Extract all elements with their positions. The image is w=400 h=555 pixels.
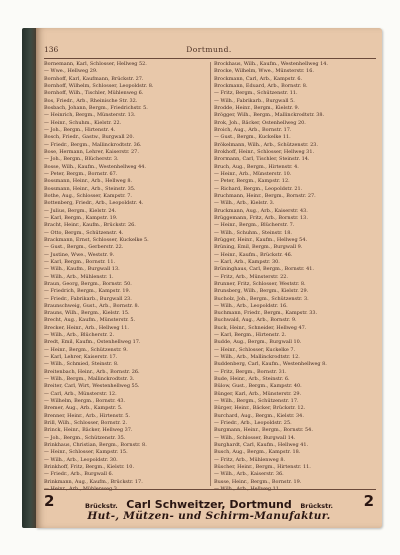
directory-entry: — Heinr., Arb., Münsterstr. 10. [214,170,292,177]
directory-entry: — Otto, Bergm., Schützenstr. 4. [44,229,124,236]
directory-entry: Buchmann, Friedr., Bergm., Kampstr. 33. [214,310,318,317]
directory-entry: — Gust., Bergm., Gerberstr. 22. [44,244,124,251]
directory-entry: — Fritz, Bergm., Bornstr. 31. [214,368,287,375]
directory-entry: — Joh., Bergm., Hirtenstr. 4. [44,126,116,133]
directory-entry: Brecker, Heinr., Arb., Hellweg 11. [44,324,129,331]
directory-entry: Brok, Joh., Bäcker, Ostenhellweg 20. [214,119,306,126]
directory-entry: — Wilh., Arb., Mühlenstr. 1. [44,273,114,280]
directory-entry: Breitenbach, Heinr., Arb., Bornstr. 26. [44,368,140,375]
directory-entry: — Fritz, Arb., Münsterstr. 22. [214,273,288,280]
directory-entry: — Karl, Bergm., Bornstr. 11. [44,258,116,265]
directory-entry: — Heinrich, Bergm., Münsterstr. 13. [44,112,136,119]
advert-number-left: 2 [44,492,55,510]
running-head: Dortmund. [186,45,232,54]
directory-entry: — Heinr., Kaufm., Brückstr. 46. [214,251,293,258]
directory-entry: — Gust., Bergm., Kuckelke 11. [214,134,291,141]
directory-entry: — Carl, Arb., Münsterstr. 12. [44,390,117,397]
directory-entry: — Heinr., Bergm., Blücherstr. 7. [214,222,295,229]
directory-entry: Brocke, Wilhelm, Wwe., Münsterstr. 16. [214,68,314,75]
directory-entry: Bothe, Aug., Schlosser, Kampstr. 7. [44,192,132,199]
directory-entry: Brenner, Heinr., Arb., Hirtenstr. 5. [44,412,130,419]
directory-entry: Bünger, Karl, Arb., Münsterstr. 29. [214,390,302,397]
right-column [214,61,380,493]
directory-entry: — Wilhelm, Bergm., Bornstr. 43. [44,398,126,405]
directory-entry: — Karl, Lehrer, Kaiserstr. 17. [44,354,118,361]
directory-entry: Bosbach, Johann, Bergm., Friedrichstr. 5. [44,104,148,111]
directory-entry: — Friedr., Arb., Leopoldstr. 25. [214,420,292,427]
directory-entry: — Wilh., Schuhm., Steinstr. 18. [214,229,292,236]
directory-entry: — Wilh., Kaufm., Burgwall 13. [44,266,120,273]
directory-entry: Bornemann, Karl, Schlosser, Hellweg 52. [44,61,147,67]
directory-entry: — Karl, Bergm., Kampstr. 19. [44,214,118,221]
directory-entry: — Justine, Wwe., Weststr. 9. [44,251,115,258]
directory-entry: — Karl, Arb., Kampstr. 30. [214,258,280,265]
directory-entry: Brill, Wilh., Schlosser, Bornstr. 2. [44,420,128,427]
directory-entry: Brögger, Wilh., Bergm., Mallinckrodtstr. 38. [214,112,325,119]
directory-entry: Bredt, Emil, Kaufm., Ostenhellweg 17. [44,339,141,346]
directory-entry: — Joh., Bergm., Blücherstr. 3. [44,156,119,163]
page-number: 136 [44,45,59,54]
directory-entry: Braun, Georg, Bergm., Bornstr. 50. [44,280,132,287]
directory-entry: Breiter, Carl, Wirt, Westenhellweg 55. [44,383,140,390]
directory-entry: — Friedr., Bergm., Mallinckrodtstr. 36. [44,141,142,148]
directory-entry: Bornhoff, Wilhelm, Schlosser, Leopoldstr. 8. [44,82,154,89]
directory-entry: — Wilh., Schlosser, Burgwall 14. [214,434,296,441]
directory-entry: — Wilh., Bergm., Schützenstr. 17. [214,398,299,405]
directory-entry: Bottenberg, Friedr., Arb., Leopoldstr. 4. [44,200,144,207]
directory-entry: Bruchmann, Heinr., Bergm., Bornstr. 27. [214,192,316,199]
advert-company: Carl Schweitzer, Dortmund [126,498,292,511]
directory-entry: Burchard, Aug., Bergm., Kielstr. 34. [214,412,304,419]
directory-entry: Burghardt, Carl, Kaufm., Hellweg 41. [214,442,309,449]
directory-entry: Büscher, Heinr., Bergm., Hirtenstr. 11. [214,464,311,471]
directory-entry: Bude, Heinr., Arb., Steinstr. 6. [214,376,290,383]
directory-entry: Bucholz, Joh., Bergm., Schützenstr. 3. [214,295,309,302]
directory-entry: — Wilh., Arb., Kielstr. 3. [214,200,275,207]
directory-entry: Brüning, Emil, Bergm., Burgwall 9. [214,244,303,251]
directory-entry: Brökelmann, Wilh., Arb., Schützenstr. 23. [214,141,318,148]
page-header [36,45,382,57]
directory-entry: — Julius, Bergm., Kielstr. 24. [44,207,117,214]
directory-entry: Brinck, Heinr., Bäcker, Hellweg 37. [44,427,133,434]
directory-entry: — Wilh., Arb., Hellweg 11. [214,486,281,493]
directory-entry: — Heinr., Schlosser, Kuckelke 7. [214,346,296,353]
advertisement [36,491,382,525]
directory-entry: — Joh., Bergm., Schützenstr. 35. [44,434,126,441]
directory-entry: — Wilh., Arb., Leopoldstr. 30. [44,456,118,463]
directory-entry: Bruch, Aug., Bergm., Hirtenstr. 4. [214,163,299,170]
directory-entry: — Wilh., Fabrikarb., Burgwall 5. [214,97,295,104]
directory-entry: Bornhoff, Wilh., Tischler, Mühlenweg 6. [44,90,144,97]
advert-street-right: Brückstr. [300,502,334,510]
directory-entry: Brüggemann, Fritz, Arb., Bornstr. 13. [214,214,308,221]
directory-entry: — Friedrich, Bergm., Kampstr. 19. [44,288,131,295]
advert-number-right: 2 [363,492,374,510]
directory-entry: Brinkhaus, Christian, Bergm., Bornstr. 8. [44,442,147,449]
directory-entry: Brackmann, Ernst, Schlosser, Kuckelke 5. [44,236,149,243]
directory-entry: Brokhoff, Heinr., Schlosser, Hellweg 31. [214,148,315,155]
directory-entry: — Wilh., Arb., Kaiserstr. 36. [214,471,284,478]
directory-entry: — Wilh., Arb., Blücherstr. 2. [44,332,115,339]
directory-entry: — Wilh., Schmied, Steinstr. 8. [44,361,119,368]
directory-entry: — Peter, Bergm., Kampstr. 12. [214,178,290,185]
directory-entry: Busse, Heinr., Bergm., Bornstr. 19. [214,478,302,485]
directory-entry: Broich, Aug., Arb., Bornstr. 17. [214,126,292,133]
left-column [44,61,210,493]
directory-entry: Busch, Aug., Bergm., Kampstr. 18. [214,449,301,456]
directory-entry: Brodde, Heinr., Bergm., Kielstr. 9. [214,104,300,111]
directory-entry: — Wilh., Arb., Mallinckrodtstr. 12. [214,354,300,361]
directory-entry: Bornhoff, Karl, Kaufmann, Brückstr. 27. [44,75,144,82]
directory-entry: Bose, Hermann, Lehrer, Kaiserstr. 27. [44,148,139,155]
advert-rule [44,489,376,490]
directory-entry: — Peter, Bergm., Bornstr. 67. [44,170,118,177]
directory-entry: Brormann, Carl, Tischler, Steinstr. 14. [214,156,310,163]
directory-entry: Bracht, Heinr., Kaufm., Brückstr. 26. [44,222,136,229]
directory-entry: — Wwe., Hellweg 29. [44,68,98,75]
directory-entry: Bossmann, Heinr., Arb., Steinstr. 35. [44,185,136,192]
directory-entry: Brauns, Wilh., Bergm., Kielstr. 15. [44,310,130,317]
directory-entry: Bossmann, Heinr., Arb., Hellweg 8. [44,178,133,185]
directory-entry: — Wilh., Bergm., Mallinckrodtstr. 3. [44,376,135,383]
directory-entry: — Heinr., Schuhm., Kielstr. 22. [44,119,122,126]
directory-entry: — Friedr., Fabrikarb., Burgwall 23. [44,295,132,302]
directory-entry: Burgmann, Heinr., Bergm., Bornstr. 54. [214,427,313,434]
directory-page [36,28,382,528]
directory-entry: Budde, Aug., Bergm., Burgwall 10. [214,339,302,346]
directory-entry: Brockhaus, Wilh., Kaufm., Westenhellweg 14. [214,61,328,67]
directory-entry: Brunsberg, Wilh., Bergm., Kielstr. 29. [214,288,309,295]
directory-entry: Bürger, Heinr., Bäcker, Brückstr. 12. [214,405,306,412]
column-divider [210,62,211,486]
directory-entry: — Friedr., Arb., Burgwall 6. [44,471,114,478]
directory-entry: — Fritz, Bergm., Schützenstr. 11. [214,90,298,97]
directory-entry: Braunschweig, Gust., Arb., Bornstr. 8. [44,302,140,309]
directory-entry: Bosse, Wilh., Kaufm., Westenhellweg 44. [44,163,146,170]
directory-entry: Brügger, Heinr., Kaufm., Hellweg 54. [214,236,308,243]
directory-entry: — Fritz, Arb., Mühlenweg 8. [214,456,286,463]
directory-entry: Brockmann, Eduard, Arb., Bornstr. 8. [214,82,308,89]
directory-entry: — Heinr., Bergm., Schützenstr. 9. [44,346,128,353]
directory-entry: Brinkmann, Aug., Kaufm., Brückstr. 17. [44,478,143,485]
directory-entry: — Karl, Bergm., Hirtenstr. 2. [214,332,287,339]
directory-entry: Buchwald, Aug., Arb., Bornstr. 9. [214,317,297,324]
advert-tagline: Hut-, Mützen- und Schirm-Manufaktur. [87,510,331,522]
directory-entry: — Heinr., Arb., Mühlenweg 3. [44,486,119,493]
directory-entry: Buddenberg, Carl, Kaufm., Westenhellweg 8. [214,361,327,368]
directory-entry: — Richard, Bergm., Leopoldstr. 21. [214,185,303,192]
directory-entry: — Heinr., Schlosser, Kampstr. 15. [44,449,128,456]
directory-entry: — Wilh., Arb., Leopoldstr. 16. [214,302,288,309]
directory-entry: Brunner, Fritz, Schlosser, Weststr. 8. [214,280,306,287]
directory-entry: Bos, Friedr., Arb., Rheinische Str. 32. [44,97,138,104]
directory-entry: Brockmann, Carl, Arb., Kampstr. 6. [214,75,303,82]
directory-entry: Brüninghaus, Carl, Bergm., Bornstr. 41. [214,266,314,273]
header-rule [44,58,376,59]
advert-street-left: Brückstr. [84,502,118,510]
directory-entry: Bruckmann, Aug., Arb., Kaiserstr. 43. [214,207,308,214]
directory-entry: Bosch, Friedr., Gastw., Burgwall 20. [44,134,135,141]
directory-entry: Buck, Heinr., Schneider, Hellweg 47. [214,324,307,331]
directory-entry: Brecht, Aug., Kaufm., Münsterstr. 5. [44,317,136,324]
directory-entry: Bremer, Aug., Arb., Kampstr. 5. [44,405,123,412]
directory-entry: Brinkhoff, Fritz, Bergm., Kielstr. 10. [44,464,135,471]
directory-entry: Bülow, Gust., Bergm., Kampstr. 40. [214,383,302,390]
